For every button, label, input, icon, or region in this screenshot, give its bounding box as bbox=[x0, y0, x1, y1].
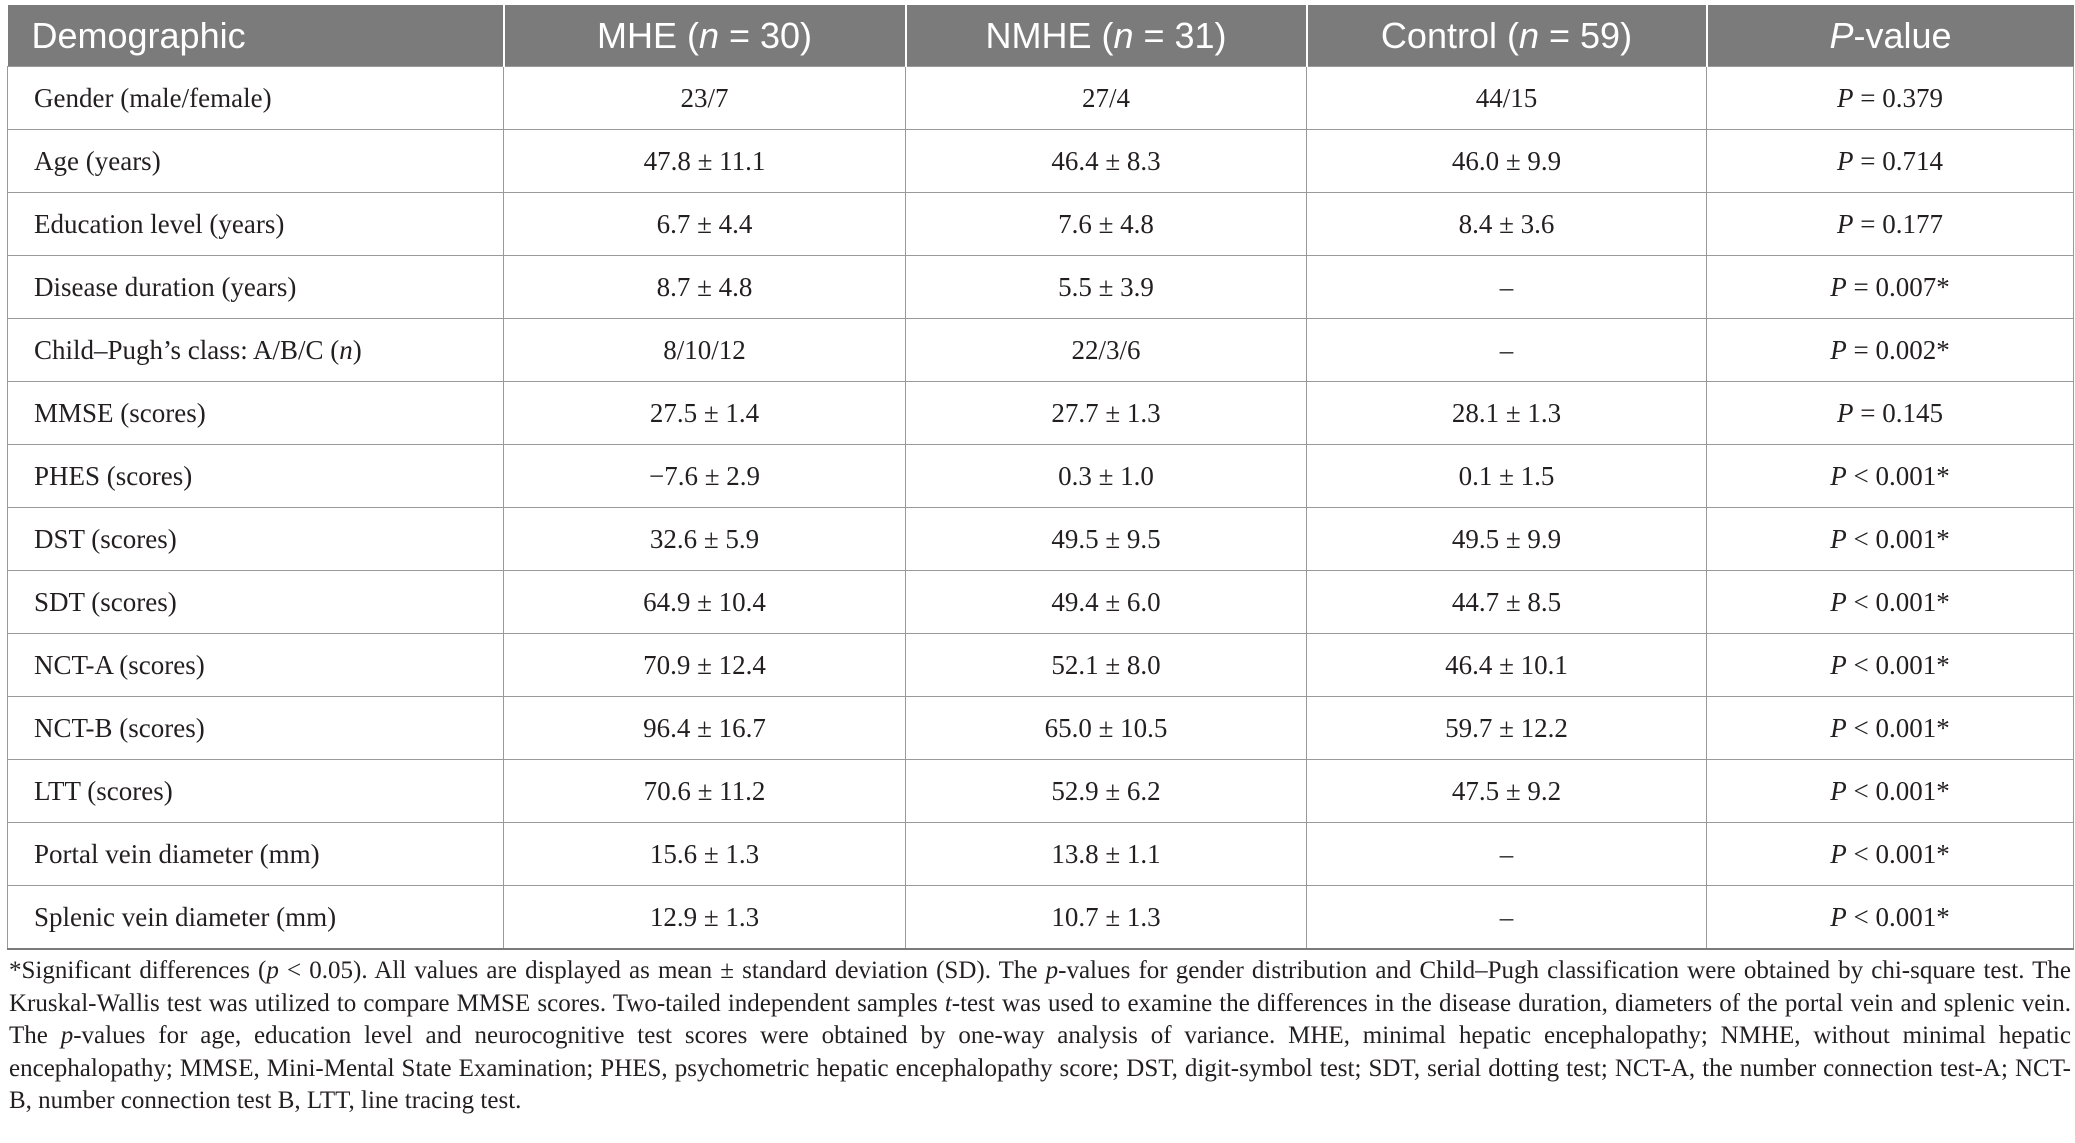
nmhe-value: 52.9 ± 6.2 bbox=[906, 760, 1307, 823]
row-label: Education level (years) bbox=[8, 193, 504, 256]
row-label: Splenic vein diameter (mm) bbox=[8, 886, 504, 950]
mhe-value: 32.6 ± 5.9 bbox=[504, 508, 906, 571]
table-header bbox=[8, 5, 2074, 67]
table-body bbox=[8, 67, 2074, 950]
mhe-value: 47.8 ± 11.1 bbox=[504, 130, 906, 193]
p-value: P < 0.001* bbox=[1707, 760, 2074, 823]
mhe-value: 64.9 ± 10.4 bbox=[504, 571, 906, 634]
p-value: P < 0.001* bbox=[1707, 886, 2074, 950]
header-nmhe: NMHE (n = 31) bbox=[906, 5, 1307, 67]
p-value: P < 0.001* bbox=[1707, 697, 2074, 760]
row-label: DST (scores) bbox=[8, 508, 504, 571]
row-label: PHES (scores) bbox=[8, 445, 504, 508]
p-value: P < 0.001* bbox=[1707, 508, 2074, 571]
mhe-value: 8/10/12 bbox=[504, 319, 906, 382]
control-value: 44.7 ± 8.5 bbox=[1307, 571, 1707, 634]
control-value: 8.4 ± 3.6 bbox=[1307, 193, 1707, 256]
row-label: Portal vein diameter (mm) bbox=[8, 823, 504, 886]
table-row bbox=[8, 445, 2074, 508]
table-row bbox=[8, 823, 2074, 886]
nmhe-value: 5.5 ± 3.9 bbox=[906, 256, 1307, 319]
demographics-table-container bbox=[7, 5, 2073, 950]
nmhe-value: 49.4 ± 6.0 bbox=[906, 571, 1307, 634]
nmhe-value: 65.0 ± 10.5 bbox=[906, 697, 1307, 760]
table-row bbox=[8, 886, 2074, 950]
mhe-value: 96.4 ± 16.7 bbox=[504, 697, 906, 760]
control-value: – bbox=[1307, 823, 1707, 886]
table-row bbox=[8, 508, 2074, 571]
row-label: NCT-A (scores) bbox=[8, 634, 504, 697]
control-value: 46.0 ± 9.9 bbox=[1307, 130, 1707, 193]
table-row bbox=[8, 571, 2074, 634]
nmhe-value: 22/3/6 bbox=[906, 319, 1307, 382]
p-value: P = 0.002* bbox=[1707, 319, 2074, 382]
nmhe-value: 52.1 ± 8.0 bbox=[906, 634, 1307, 697]
p-value: P = 0.379 bbox=[1707, 67, 2074, 130]
mhe-value: 70.6 ± 11.2 bbox=[504, 760, 906, 823]
header-mhe: MHE (n = 30) bbox=[504, 5, 906, 67]
table-row bbox=[8, 697, 2074, 760]
mhe-value: 23/7 bbox=[504, 67, 906, 130]
table-row bbox=[8, 634, 2074, 697]
p-value: P < 0.001* bbox=[1707, 823, 2074, 886]
control-value: 46.4 ± 10.1 bbox=[1307, 634, 1707, 697]
row-label: SDT (scores) bbox=[8, 571, 504, 634]
control-value: 49.5 ± 9.9 bbox=[1307, 508, 1707, 571]
row-label: Gender (male/female) bbox=[8, 67, 504, 130]
nmhe-value: 13.8 ± 1.1 bbox=[906, 823, 1307, 886]
nmhe-value: 27/4 bbox=[906, 67, 1307, 130]
mhe-value: 12.9 ± 1.3 bbox=[504, 886, 906, 950]
table-row bbox=[8, 760, 2074, 823]
nmhe-value: 7.6 ± 4.8 bbox=[906, 193, 1307, 256]
control-value: 59.7 ± 12.2 bbox=[1307, 697, 1707, 760]
p-value: P = 0.714 bbox=[1707, 130, 2074, 193]
control-value: – bbox=[1307, 256, 1707, 319]
mhe-value: 15.6 ± 1.3 bbox=[504, 823, 906, 886]
table-row bbox=[8, 193, 2074, 256]
demographics-table bbox=[7, 5, 2074, 950]
table-row bbox=[8, 130, 2074, 193]
table-row bbox=[8, 382, 2074, 445]
mhe-value: −7.6 ± 2.9 bbox=[504, 445, 906, 508]
control-value: – bbox=[1307, 886, 1707, 950]
p-value: P = 0.007* bbox=[1707, 256, 2074, 319]
p-value: P < 0.001* bbox=[1707, 571, 2074, 634]
p-value: P < 0.001* bbox=[1707, 634, 2074, 697]
nmhe-value: 10.7 ± 1.3 bbox=[906, 886, 1307, 950]
table-row bbox=[8, 319, 2074, 382]
table-row bbox=[8, 67, 2074, 130]
row-label: NCT-B (scores) bbox=[8, 697, 504, 760]
row-label: Age (years) bbox=[8, 130, 504, 193]
table-row bbox=[8, 256, 2074, 319]
p-value: P = 0.177 bbox=[1707, 193, 2074, 256]
header-control: Control (n = 59) bbox=[1307, 5, 1707, 67]
header-p-value: P-value bbox=[1707, 5, 2074, 67]
p-value: P = 0.145 bbox=[1707, 382, 2074, 445]
nmhe-value: 46.4 ± 8.3 bbox=[906, 130, 1307, 193]
row-label: MMSE (scores) bbox=[8, 382, 504, 445]
control-value: 44/15 bbox=[1307, 67, 1707, 130]
control-value: – bbox=[1307, 319, 1707, 382]
row-label: Child–Pugh’s class: A/B/C (n) bbox=[8, 319, 504, 382]
header-row bbox=[8, 5, 2074, 67]
row-label: Disease duration (years) bbox=[8, 256, 504, 319]
table-footnote: *Significant differences (p < 0.05). All values are displayed as mean ± standard deviation (SD). The p-values for gender distribution and Child–Pugh classification were obtained by chi-square test. The Kruskal-Wallis test was utilized to compare MMSE scores. Two-tailed independent samples t-test was used to examine the differences in the disease duration, diameters of the portal vein and splenic vein. The p-values for age, education level and neurocognitive test scores were obtained by one-way analysis of variance. MHE, minimal hepatic encephalopathy; NMHE, without minimal hepatic encephalopathy; MMSE, Mini-Mental State Examination; PHES, psychometric hepatic encephalopathy score; DST, digit-symbol test; SDT, serial dotting test; NCT-A, the number connection test-A; NCT-B, number connection test B, LTT, line tracing test. bbox=[9, 957, 2071, 1114]
p-value: P < 0.001* bbox=[1707, 445, 2074, 508]
control-value: 47.5 ± 9.2 bbox=[1307, 760, 1707, 823]
nmhe-value: 0.3 ± 1.0 bbox=[906, 445, 1307, 508]
nmhe-value: 27.7 ± 1.3 bbox=[906, 382, 1307, 445]
control-value: 28.1 ± 1.3 bbox=[1307, 382, 1707, 445]
mhe-value: 70.9 ± 12.4 bbox=[504, 634, 906, 697]
mhe-value: 8.7 ± 4.8 bbox=[504, 256, 906, 319]
control-value: 0.1 ± 1.5 bbox=[1307, 445, 1707, 508]
row-label: LTT (scores) bbox=[8, 760, 504, 823]
mhe-value: 27.5 ± 1.4 bbox=[504, 382, 906, 445]
nmhe-value: 49.5 ± 9.5 bbox=[906, 508, 1307, 571]
mhe-value: 6.7 ± 4.4 bbox=[504, 193, 906, 256]
header-demographic: Demographic bbox=[8, 5, 504, 67]
